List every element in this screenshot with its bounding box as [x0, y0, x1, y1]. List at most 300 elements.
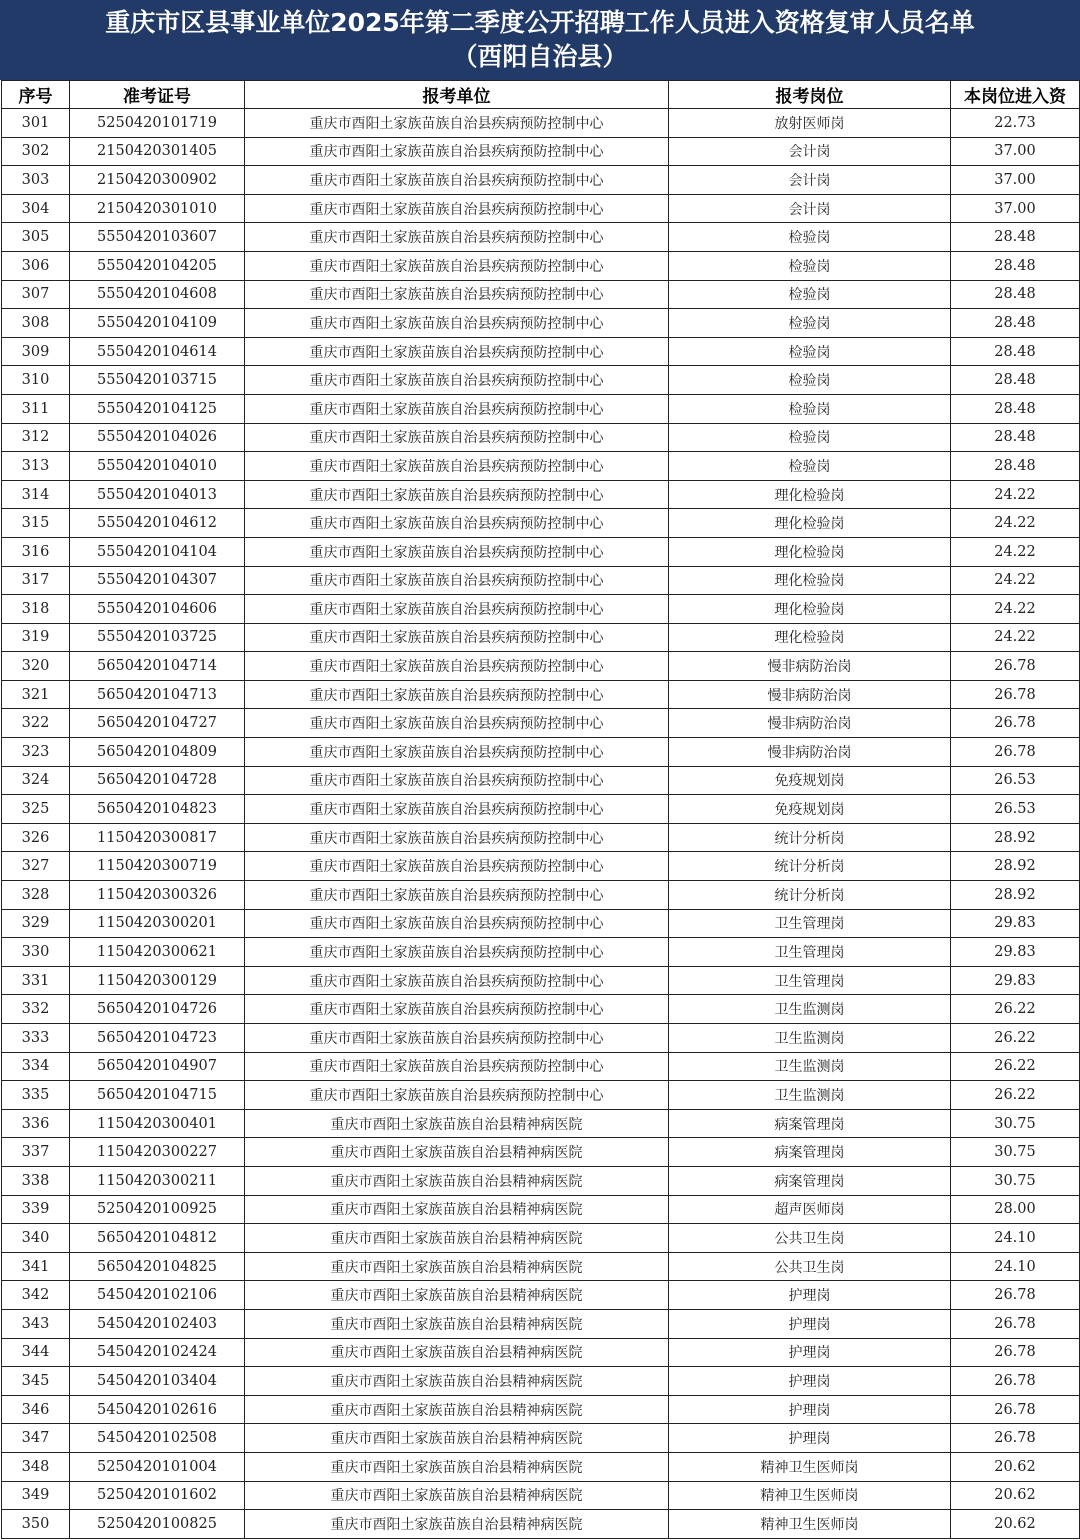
cell-exam-id: 5550420104013 [70, 480, 245, 509]
cell-seq: 317 [2, 566, 70, 595]
cell-score: 26.78 [951, 1309, 1080, 1338]
cell-seq: 322 [2, 709, 70, 738]
table-row [2, 652, 1080, 681]
cell-seq: 350 [2, 1510, 70, 1539]
cell-seq: 331 [2, 966, 70, 995]
cell-score: 26.78 [951, 738, 1080, 767]
cell-score: 37.00 [951, 137, 1080, 166]
table-row [2, 337, 1080, 366]
cell-score: 26.78 [951, 652, 1080, 681]
cell-exam-id: 5550420104010 [70, 452, 245, 481]
cell-exam-id: 5250420101719 [70, 109, 245, 138]
cell-unit: 重庆市酉阳土家族苗族自治县疾病预防控制中心 [245, 194, 669, 223]
table-row [2, 223, 1080, 252]
table-row [2, 966, 1080, 995]
cell-unit: 重庆市酉阳土家族苗族自治县疾病预防控制中心 [245, 595, 669, 624]
cell-post: 卫生监测岗 [669, 1052, 951, 1081]
cell-unit: 重庆市酉阳土家族苗族自治县精神病医院 [245, 1109, 669, 1138]
cell-unit: 重庆市酉阳土家族苗族自治县疾病预防控制中心 [245, 652, 669, 681]
cell-unit: 重庆市酉阳土家族苗族自治县精神病医院 [245, 1224, 669, 1253]
cell-score: 26.53 [951, 766, 1080, 795]
cell-post: 护理岗 [669, 1395, 951, 1424]
cell-unit: 重庆市酉阳土家族苗族自治县精神病医院 [245, 1166, 669, 1195]
cell-exam-id: 5650420104714 [70, 652, 245, 681]
cell-seq: 346 [2, 1395, 70, 1424]
cell-exam-id: 5650420104823 [70, 795, 245, 824]
cell-post: 慢非病防治岗 [669, 738, 951, 767]
cell-post: 超声医师岗 [669, 1195, 951, 1224]
header-exam-id: 准考证号 [70, 81, 245, 109]
cell-post: 公共卫生岗 [669, 1224, 951, 1253]
cell-post: 卫生监测岗 [669, 1081, 951, 1110]
cell-unit: 重庆市酉阳土家族苗族自治县疾病预防控制中心 [245, 1081, 669, 1110]
cell-seq: 305 [2, 223, 70, 252]
table-row [2, 881, 1080, 910]
cell-score: 24.22 [951, 480, 1080, 509]
cell-seq: 311 [2, 394, 70, 423]
cell-seq: 333 [2, 1024, 70, 1053]
cell-exam-id: 5550420104614 [70, 337, 245, 366]
cell-exam-id: 5650420104825 [70, 1252, 245, 1281]
table-row [2, 480, 1080, 509]
cell-exam-id: 5250420101602 [70, 1481, 245, 1510]
cell-post: 卫生管理岗 [669, 909, 951, 938]
cell-post: 护理岗 [669, 1281, 951, 1310]
cell-exam-id: 5650420104728 [70, 766, 245, 795]
cell-seq: 342 [2, 1281, 70, 1310]
cell-unit: 重庆市酉阳土家族苗族自治县疾病预防控制中心 [245, 452, 669, 481]
table-row [2, 595, 1080, 624]
cell-exam-id: 5550420104125 [70, 394, 245, 423]
cell-seq: 347 [2, 1424, 70, 1453]
cell-unit: 重庆市酉阳土家族苗族自治县疾病预防控制中心 [245, 795, 669, 824]
table-row [2, 623, 1080, 652]
page-subtitle: （酉阳自治县） [452, 42, 628, 71]
cell-post: 统计分析岗 [669, 852, 951, 881]
cell-seq: 302 [2, 137, 70, 166]
cell-post: 卫生管理岗 [669, 966, 951, 995]
table-row [2, 394, 1080, 423]
cell-seq: 328 [2, 881, 70, 910]
cell-exam-id: 5550420103607 [70, 223, 245, 252]
cell-seq: 348 [2, 1452, 70, 1481]
cell-unit: 重庆市酉阳土家族苗族自治县疾病预防控制中心 [245, 566, 669, 595]
cell-seq: 345 [2, 1367, 70, 1396]
cell-post: 统计分析岗 [669, 881, 951, 910]
cell-exam-id: 5550420104606 [70, 595, 245, 624]
cell-post: 慢非病防治岗 [669, 652, 951, 681]
cell-exam-id: 1150420300621 [70, 938, 245, 967]
cell-exam-id: 5650420104723 [70, 1024, 245, 1053]
cell-seq: 306 [2, 251, 70, 280]
cell-score: 29.83 [951, 909, 1080, 938]
cell-score: 28.00 [951, 1195, 1080, 1224]
table-row [2, 509, 1080, 538]
cell-seq: 332 [2, 995, 70, 1024]
header-seq: 序号 [2, 81, 70, 109]
cell-exam-id: 1150420300129 [70, 966, 245, 995]
cell-seq: 341 [2, 1252, 70, 1281]
table-row [2, 109, 1080, 138]
cell-exam-id: 5550420104026 [70, 423, 245, 452]
cell-seq: 338 [2, 1166, 70, 1195]
cell-seq: 326 [2, 823, 70, 852]
cell-seq: 344 [2, 1338, 70, 1367]
cell-unit: 重庆市酉阳土家族苗族自治县疾病预防控制中心 [245, 309, 669, 338]
cell-score: 26.22 [951, 1024, 1080, 1053]
cell-score: 28.92 [951, 852, 1080, 881]
cell-score: 26.53 [951, 795, 1080, 824]
cell-score: 28.48 [951, 366, 1080, 395]
cell-seq: 334 [2, 1052, 70, 1081]
table-row [2, 251, 1080, 280]
cell-seq: 343 [2, 1309, 70, 1338]
cell-exam-id: 5550420104608 [70, 280, 245, 309]
cell-unit: 重庆市酉阳土家族苗族自治县疾病预防控制中心 [245, 280, 669, 309]
cell-post: 卫生管理岗 [669, 938, 951, 967]
table-row [2, 995, 1080, 1024]
table-row [2, 1338, 1080, 1367]
cell-post: 免疫规划岗 [669, 795, 951, 824]
cell-unit: 重庆市酉阳土家族苗族自治县疾病预防控制中心 [245, 423, 669, 452]
cell-seq: 314 [2, 480, 70, 509]
cell-post: 会计岗 [669, 166, 951, 195]
cell-post: 精神卫生医师岗 [669, 1452, 951, 1481]
table-row [2, 566, 1080, 595]
cell-exam-id: 5250420100825 [70, 1510, 245, 1539]
cell-post: 检验岗 [669, 280, 951, 309]
cell-post: 理化检验岗 [669, 623, 951, 652]
cell-exam-id: 1150420300719 [70, 852, 245, 881]
cell-unit: 重庆市酉阳土家族苗族自治县疾病预防控制中心 [245, 623, 669, 652]
table-row [2, 1252, 1080, 1281]
cell-unit: 重庆市酉阳土家族苗族自治县疾病预防控制中心 [245, 223, 669, 252]
cell-exam-id: 5250420100925 [70, 1195, 245, 1224]
cell-unit: 重庆市酉阳土家族苗族自治县疾病预防控制中心 [245, 251, 669, 280]
cell-post: 病案管理岗 [669, 1109, 951, 1138]
cell-score: 26.78 [951, 1367, 1080, 1396]
table-row [2, 680, 1080, 709]
cell-unit: 重庆市酉阳土家族苗族自治县疾病预防控制中心 [245, 852, 669, 881]
cell-score: 26.78 [951, 709, 1080, 738]
cell-seq: 321 [2, 680, 70, 709]
cell-exam-id: 5550420104612 [70, 509, 245, 538]
cell-seq: 324 [2, 766, 70, 795]
cell-exam-id: 5650420104812 [70, 1224, 245, 1253]
table-row [2, 452, 1080, 481]
cell-score: 37.00 [951, 166, 1080, 195]
cell-post: 护理岗 [669, 1367, 951, 1396]
cell-post: 精神卫生医师岗 [669, 1510, 951, 1539]
cell-unit: 重庆市酉阳土家族苗族自治县疾病预防控制中心 [245, 1052, 669, 1081]
cell-post: 检验岗 [669, 337, 951, 366]
cell-post: 理化检验岗 [669, 509, 951, 538]
cell-seq: 308 [2, 309, 70, 338]
cell-post: 放射医师岗 [669, 109, 951, 138]
cell-exam-id: 5550420104205 [70, 251, 245, 280]
cell-score: 29.83 [951, 966, 1080, 995]
cell-exam-id: 5650420104727 [70, 709, 245, 738]
cell-post: 检验岗 [669, 366, 951, 395]
page-title: 重庆市区县事业单位2025年第二季度公开招聘工作人员进入资格复审人员名单 [105, 8, 975, 37]
cell-unit: 重庆市酉阳土家族苗族自治县疾病预防控制中心 [245, 480, 669, 509]
cell-unit: 重庆市酉阳土家族苗族自治县精神病医院 [245, 1452, 669, 1481]
cell-score: 24.22 [951, 537, 1080, 566]
cell-seq: 316 [2, 537, 70, 566]
table-row [2, 1395, 1080, 1424]
cell-seq: 315 [2, 509, 70, 538]
cell-exam-id: 5250420101004 [70, 1452, 245, 1481]
cell-seq: 301 [2, 109, 70, 138]
cell-score: 28.48 [951, 280, 1080, 309]
cell-score: 26.22 [951, 1081, 1080, 1110]
cell-post: 检验岗 [669, 251, 951, 280]
cell-unit: 重庆市酉阳土家族苗族自治县疾病预防控制中心 [245, 738, 669, 767]
cell-seq: 304 [2, 194, 70, 223]
cell-score: 24.22 [951, 566, 1080, 595]
table-row [2, 738, 1080, 767]
cell-unit: 重庆市酉阳土家族苗族自治县疾病预防控制中心 [245, 995, 669, 1024]
cell-score: 28.48 [951, 394, 1080, 423]
table-row [2, 1367, 1080, 1396]
cell-seq: 313 [2, 452, 70, 481]
cell-post: 卫生监测岗 [669, 1024, 951, 1053]
cell-post: 护理岗 [669, 1338, 951, 1367]
cell-score: 20.62 [951, 1452, 1080, 1481]
cell-unit: 重庆市酉阳土家族苗族自治县疾病预防控制中心 [245, 337, 669, 366]
cell-unit: 重庆市酉阳土家族苗族自治县精神病医院 [245, 1367, 669, 1396]
cell-seq: 337 [2, 1138, 70, 1167]
cell-post: 公共卫生岗 [669, 1252, 951, 1281]
cell-unit: 重庆市酉阳土家族苗族自治县疾病预防控制中心 [245, 766, 669, 795]
cell-score: 26.78 [951, 1281, 1080, 1310]
cell-unit: 重庆市酉阳土家族苗族自治县疾病预防控制中心 [245, 1024, 669, 1053]
cell-score: 22.73 [951, 109, 1080, 138]
cell-score: 24.10 [951, 1252, 1080, 1281]
table-row [2, 1166, 1080, 1195]
cell-seq: 309 [2, 337, 70, 366]
cell-exam-id: 1150420300201 [70, 909, 245, 938]
cell-seq: 335 [2, 1081, 70, 1110]
candidate-table [1, 80, 1080, 1539]
cell-score: 28.48 [951, 452, 1080, 481]
cell-exam-id: 5550420103715 [70, 366, 245, 395]
cell-score: 26.22 [951, 995, 1080, 1024]
cell-exam-id: 2150420301405 [70, 137, 245, 166]
table-row [2, 366, 1080, 395]
cell-post: 慢非病防治岗 [669, 680, 951, 709]
cell-unit: 重庆市酉阳土家族苗族自治县疾病预防控制中心 [245, 823, 669, 852]
table-row [2, 280, 1080, 309]
cell-unit: 重庆市酉阳土家族苗族自治县疾病预防控制中心 [245, 966, 669, 995]
cell-seq: 319 [2, 623, 70, 652]
cell-seq: 312 [2, 423, 70, 452]
cell-post: 护理岗 [669, 1309, 951, 1338]
cell-unit: 重庆市酉阳土家族苗族自治县精神病医院 [245, 1395, 669, 1424]
cell-exam-id: 1150420300211 [70, 1166, 245, 1195]
table-row [2, 938, 1080, 967]
cell-unit: 重庆市酉阳土家族苗族自治县疾病预防控制中心 [245, 938, 669, 967]
table-row [2, 823, 1080, 852]
cell-score: 20.62 [951, 1481, 1080, 1510]
cell-score: 24.22 [951, 595, 1080, 624]
table-row [2, 1081, 1080, 1110]
title-banner [0, 0, 1080, 80]
cell-unit: 重庆市酉阳土家族苗族自治县精神病医院 [245, 1138, 669, 1167]
cell-score: 28.92 [951, 881, 1080, 910]
cell-post: 护理岗 [669, 1424, 951, 1453]
cell-post: 理化检验岗 [669, 595, 951, 624]
cell-unit: 重庆市酉阳土家族苗族自治县精神病医院 [245, 1281, 669, 1310]
cell-post: 检验岗 [669, 223, 951, 252]
cell-score: 28.48 [951, 423, 1080, 452]
cell-seq: 349 [2, 1481, 70, 1510]
table-row [2, 1109, 1080, 1138]
cell-seq: 310 [2, 366, 70, 395]
cell-score: 30.75 [951, 1109, 1080, 1138]
cell-exam-id: 1150420300401 [70, 1109, 245, 1138]
cell-score: 30.75 [951, 1138, 1080, 1167]
table-row [2, 795, 1080, 824]
header-score: 本岗位进入资 [951, 81, 1080, 109]
table-header-row [2, 81, 1080, 109]
cell-unit: 重庆市酉阳土家族苗族自治县精神病医院 [245, 1195, 669, 1224]
cell-exam-id: 5450420102106 [70, 1281, 245, 1310]
cell-unit: 重庆市酉阳土家族苗族自治县疾病预防控制中心 [245, 137, 669, 166]
cell-exam-id: 5550420103725 [70, 623, 245, 652]
cell-seq: 340 [2, 1224, 70, 1253]
cell-unit: 重庆市酉阳土家族苗族自治县疾病预防控制中心 [245, 166, 669, 195]
cell-score: 26.78 [951, 680, 1080, 709]
cell-score: 28.48 [951, 309, 1080, 338]
cell-post: 检验岗 [669, 423, 951, 452]
header-post: 报考岗位 [669, 81, 951, 109]
cell-unit: 重庆市酉阳土家族苗族自治县疾病预防控制中心 [245, 537, 669, 566]
table-row [2, 709, 1080, 738]
cell-unit: 重庆市酉阳土家族苗族自治县精神病医院 [245, 1481, 669, 1510]
cell-unit: 重庆市酉阳土家族苗族自治县疾病预防控制中心 [245, 109, 669, 138]
header-unit: 报考单位 [245, 81, 669, 109]
cell-seq: 336 [2, 1109, 70, 1138]
table-row [2, 909, 1080, 938]
cell-unit: 重庆市酉阳土家族苗族自治县精神病医院 [245, 1309, 669, 1338]
cell-score: 24.10 [951, 1224, 1080, 1253]
cell-score: 26.78 [951, 1424, 1080, 1453]
cell-seq: 307 [2, 280, 70, 309]
cell-score: 28.48 [951, 223, 1080, 252]
cell-unit: 重庆市酉阳土家族苗族自治县疾病预防控制中心 [245, 909, 669, 938]
table-row [2, 1224, 1080, 1253]
cell-exam-id: 5650420104715 [70, 1081, 245, 1110]
cell-unit: 重庆市酉阳土家族苗族自治县疾病预防控制中心 [245, 680, 669, 709]
cell-unit: 重庆市酉阳土家族苗族自治县疾病预防控制中心 [245, 394, 669, 423]
cell-post: 检验岗 [669, 452, 951, 481]
table-row [2, 537, 1080, 566]
cell-score: 28.48 [951, 251, 1080, 280]
cell-post: 统计分析岗 [669, 823, 951, 852]
cell-exam-id: 5550420104307 [70, 566, 245, 595]
table-body [2, 109, 1080, 1539]
cell-score: 28.48 [951, 337, 1080, 366]
cell-unit: 重庆市酉阳土家族苗族自治县疾病预防控制中心 [245, 881, 669, 910]
table-row [2, 1024, 1080, 1053]
cell-seq: 318 [2, 595, 70, 624]
cell-unit: 重庆市酉阳土家族苗族自治县精神病医院 [245, 1252, 669, 1281]
cell-exam-id: 5650420104726 [70, 995, 245, 1024]
table-row [2, 852, 1080, 881]
cell-post: 理化检验岗 [669, 537, 951, 566]
table-row [2, 1138, 1080, 1167]
cell-exam-id: 1150420300326 [70, 881, 245, 910]
cell-unit: 重庆市酉阳土家族苗族自治县疾病预防控制中心 [245, 509, 669, 538]
cell-seq: 327 [2, 852, 70, 881]
cell-unit: 重庆市酉阳土家族苗族自治县疾病预防控制中心 [245, 709, 669, 738]
cell-post: 免疫规划岗 [669, 766, 951, 795]
cell-exam-id: 5450420102616 [70, 1395, 245, 1424]
cell-exam-id: 2150420301010 [70, 194, 245, 223]
table-row [2, 1481, 1080, 1510]
cell-score: 26.78 [951, 1395, 1080, 1424]
cell-unit: 重庆市酉阳土家族苗族自治县精神病医院 [245, 1424, 669, 1453]
cell-exam-id: 1150420300227 [70, 1138, 245, 1167]
cell-exam-id: 5550420104104 [70, 537, 245, 566]
cell-post: 会计岗 [669, 137, 951, 166]
cell-post: 检验岗 [669, 309, 951, 338]
table-row [2, 166, 1080, 195]
cell-exam-id: 5450420103404 [70, 1367, 245, 1396]
cell-exam-id: 5550420104109 [70, 309, 245, 338]
table-row [2, 194, 1080, 223]
cell-score: 29.83 [951, 938, 1080, 967]
table-row [2, 1309, 1080, 1338]
table-row [2, 137, 1080, 166]
cell-post: 慢非病防治岗 [669, 709, 951, 738]
cell-score: 24.22 [951, 509, 1080, 538]
cell-seq: 323 [2, 738, 70, 767]
cell-unit: 重庆市酉阳土家族苗族自治县疾病预防控制中心 [245, 366, 669, 395]
table-row [2, 1281, 1080, 1310]
cell-exam-id: 2150420300902 [70, 166, 245, 195]
cell-exam-id: 1150420300817 [70, 823, 245, 852]
cell-post: 会计岗 [669, 194, 951, 223]
cell-score: 28.92 [951, 823, 1080, 852]
cell-exam-id: 5450420102508 [70, 1424, 245, 1453]
table-row [2, 309, 1080, 338]
table-row [2, 1052, 1080, 1081]
cell-post: 理化检验岗 [669, 566, 951, 595]
cell-post: 检验岗 [669, 394, 951, 423]
cell-seq: 320 [2, 652, 70, 681]
cell-post: 卫生监测岗 [669, 995, 951, 1024]
cell-score: 26.22 [951, 1052, 1080, 1081]
cell-post: 病案管理岗 [669, 1166, 951, 1195]
table-row [2, 1452, 1080, 1481]
cell-score: 37.00 [951, 194, 1080, 223]
cell-seq: 325 [2, 795, 70, 824]
table-row [2, 1195, 1080, 1224]
cell-score: 20.62 [951, 1510, 1080, 1539]
cell-post: 病案管理岗 [669, 1138, 951, 1167]
cell-seq: 339 [2, 1195, 70, 1224]
cell-post: 理化检验岗 [669, 480, 951, 509]
cell-seq: 330 [2, 938, 70, 967]
cell-seq: 329 [2, 909, 70, 938]
table-row [2, 766, 1080, 795]
cell-seq: 303 [2, 166, 70, 195]
table-row [2, 423, 1080, 452]
cell-score: 30.75 [951, 1166, 1080, 1195]
table-row [2, 1510, 1080, 1539]
